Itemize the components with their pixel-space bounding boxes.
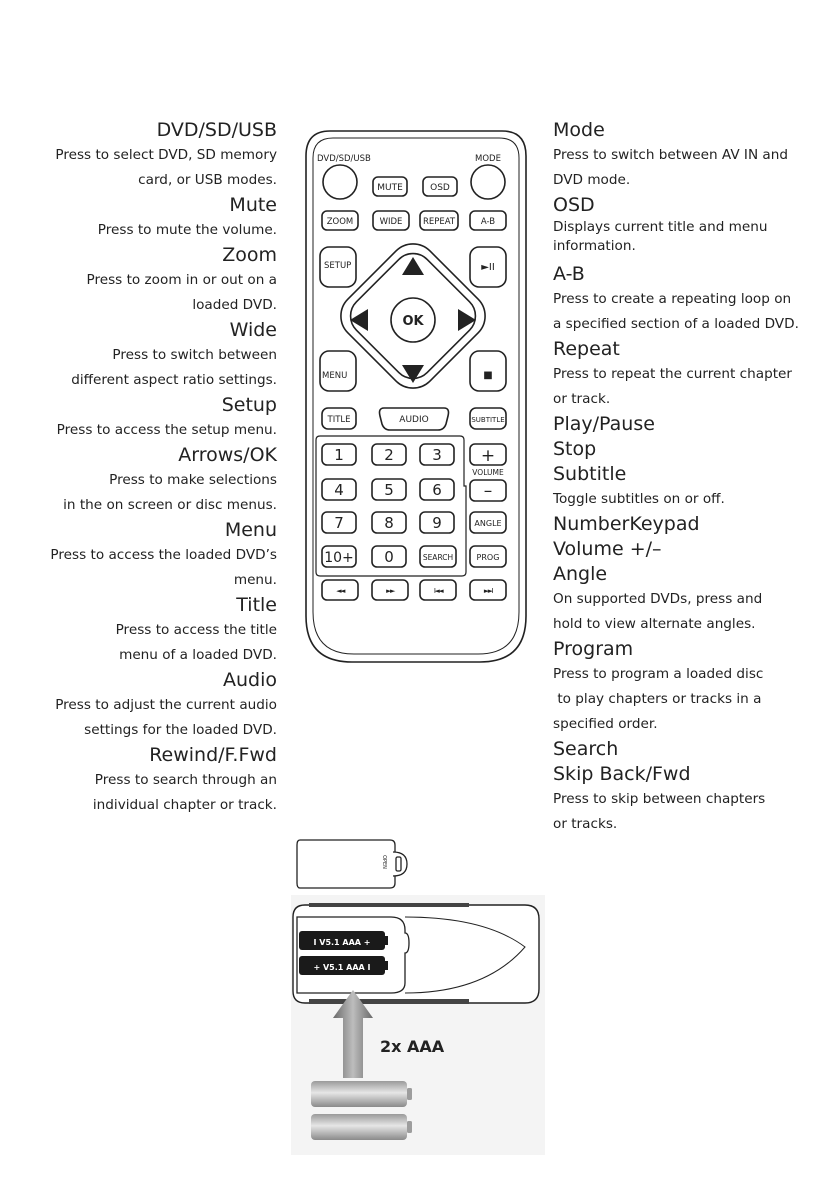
- heading: Subtitle: [553, 463, 627, 485]
- heading: Mode: [553, 119, 605, 141]
- heading: OSD: [553, 194, 595, 216]
- compartment: [297, 917, 409, 993]
- desc-line: Press to access the title: [115, 622, 277, 638]
- heading: Play/Pause: [553, 413, 655, 435]
- remote-control: [300, 126, 532, 666]
- desc-line: to play chapters or tracks in a: [553, 691, 762, 707]
- rewind-icon: ◄◄: [336, 587, 344, 595]
- desc-angle: [553, 562, 823, 637]
- desc-line: different aspect ratio settings.: [71, 372, 277, 388]
- loose-battery-2-tip: [407, 1121, 412, 1133]
- osd-label: OSD: [430, 183, 450, 193]
- battery-illustration: [285, 835, 545, 1155]
- desc-repeat: [553, 337, 823, 412]
- desc-line: Toggle subtitles on or off.: [553, 491, 725, 507]
- desc-setup: [40, 393, 277, 443]
- desc-line: hold to view alternate angles.: [553, 616, 756, 632]
- desc-line: Press to search through an: [94, 772, 277, 788]
- skip-fwd-icon: ►►I: [483, 587, 493, 595]
- play-pause-label: ►II: [481, 262, 495, 273]
- desc-mute: [40, 193, 277, 243]
- battery-cell-1-tip: [385, 936, 388, 945]
- desc-mode: [553, 118, 823, 193]
- desc-stop: [553, 437, 823, 462]
- desc-line: loaded DVD.: [192, 297, 277, 313]
- audio-label: AUDIO: [399, 415, 429, 425]
- ab-label: A-B: [480, 217, 496, 227]
- desc-number-keypad: [553, 512, 823, 537]
- desc-line: card, or USB modes.: [138, 172, 277, 188]
- key-3-label: 3: [432, 446, 442, 464]
- skip-back-icon: I◄◄: [433, 587, 443, 595]
- desc-line: Press to skip between chapters: [553, 791, 766, 807]
- desc-ab: [553, 262, 823, 337]
- desc-line: or tracks.: [553, 816, 618, 832]
- heading: Skip Back/Fwd: [553, 763, 691, 785]
- heading: Repeat: [553, 338, 620, 360]
- desc-arrows-ok: [40, 443, 277, 518]
- desc-volume: [553, 537, 823, 562]
- heading: DVD/SD/USB: [156, 119, 277, 141]
- desc-line: Press to mute the volume.: [97, 222, 277, 238]
- mode-button[interactable]: [471, 165, 505, 199]
- title-label: TITLE: [327, 415, 351, 425]
- key-6-label: 6: [432, 481, 442, 499]
- wide-label: WIDE: [379, 217, 403, 227]
- heading: Angle: [553, 563, 608, 585]
- angle-label: ANGLE: [474, 519, 502, 528]
- heading: Program: [553, 638, 634, 660]
- key-10plus-label: 10+: [324, 550, 354, 566]
- desc-line: specified order.: [553, 716, 658, 732]
- ok-label: OK: [402, 314, 424, 329]
- grip-bottom: [309, 999, 469, 1004]
- key-2-label: 2: [384, 446, 394, 464]
- heading: Mute: [229, 194, 277, 216]
- desc-line: On supported DVDs, press and: [553, 591, 763, 607]
- heading: Menu: [224, 519, 277, 541]
- desc-line: Press to access the loaded DVD’s: [50, 547, 277, 563]
- left-descriptions: [40, 118, 277, 818]
- desc-line: individual chapter or track.: [92, 797, 277, 813]
- stop-label: ■: [483, 370, 493, 381]
- latch-slot: [396, 857, 401, 871]
- key-1-label: 1: [334, 446, 344, 464]
- desc-line: Press to access the setup menu.: [56, 422, 277, 438]
- desc-dvd-sd-usb: [40, 118, 277, 193]
- heading: Rewind/F.Fwd: [149, 744, 277, 766]
- heading: Volume +/–: [553, 538, 662, 560]
- desc-rewind-ffwd: [40, 743, 277, 818]
- desc-line: a specified section of a loaded DVD.: [553, 316, 799, 332]
- repeat-label: REPEAT: [422, 217, 456, 227]
- desc-line: in the on screen or disc menus.: [63, 497, 277, 513]
- key-5-label: 5: [384, 481, 394, 499]
- desc-audio: [40, 668, 277, 743]
- desc-menu: [40, 518, 277, 593]
- menu-label: MENU: [322, 371, 348, 381]
- dvd-sd-usb-button[interactable]: [323, 165, 357, 199]
- key-4-label: 4: [334, 481, 344, 499]
- key-0-label: 0: [384, 548, 394, 566]
- desc-wide: [40, 318, 277, 393]
- desc-line: settings for the loaded DVD.: [84, 722, 277, 738]
- desc-line: Press to zoom in or out on a: [86, 272, 277, 288]
- heading: NumberKeypad: [553, 513, 700, 535]
- desc-subtitle: [553, 462, 823, 512]
- loose-battery-1: [311, 1081, 407, 1107]
- heading: Audio: [222, 669, 277, 691]
- mute-label: MUTE: [377, 183, 403, 193]
- volume-label: VOLUME: [472, 468, 504, 477]
- lid-text: OPEN: [381, 855, 387, 869]
- setup-label: SETUP: [324, 261, 352, 271]
- heading: A-B: [553, 263, 585, 285]
- desc-line: Press to adjust the current audio: [55, 697, 277, 713]
- grip-top: [309, 903, 469, 907]
- heading: Setup: [221, 394, 277, 416]
- heading: Title: [236, 594, 277, 616]
- desc-line: Press to make selections: [109, 472, 277, 488]
- key-9-label: 9: [432, 514, 442, 532]
- heading: Search: [553, 738, 619, 760]
- desc-line: menu.: [233, 572, 277, 588]
- desc-line: Displays current title and menu: [553, 219, 768, 235]
- desc-line: information.: [553, 238, 636, 254]
- desc-line: Press to create a repeating loop on: [553, 291, 792, 307]
- plus-label: +: [480, 446, 496, 466]
- desc-line: Press to switch between: [112, 347, 277, 363]
- key-8-label: 8: [384, 514, 394, 532]
- prog-label: PROG: [476, 553, 500, 562]
- battery-cover: [297, 840, 395, 888]
- minus-label: –: [483, 481, 493, 501]
- desc-line: or track.: [553, 391, 611, 407]
- desc-line: Press to switch between AV IN and: [553, 147, 789, 163]
- heading: Zoom: [222, 244, 277, 266]
- battery-cell-1-text: I V5.1 AAA +: [313, 938, 371, 947]
- key-7-label: 7: [334, 514, 344, 532]
- right-descriptions: [553, 118, 823, 837]
- desc-title: [40, 593, 277, 668]
- battery-cell-2-text: + V5.1 AAA I: [313, 963, 371, 972]
- heading: Arrows/OK: [178, 444, 277, 466]
- dvd-sd-usb-label: DVD/SD/USB: [317, 154, 371, 164]
- desc-line: Press to repeat the current chapter: [553, 366, 793, 382]
- loose-battery-2: [311, 1114, 407, 1140]
- fast-forward-icon: ►►: [386, 587, 394, 595]
- desc-line: menu of a loaded DVD.: [119, 647, 277, 663]
- loose-battery-1-tip: [407, 1088, 412, 1100]
- search-label: SEARCH: [422, 553, 454, 562]
- heading: Wide: [229, 319, 277, 341]
- desc-zoom: [40, 243, 277, 318]
- heading: Stop: [553, 438, 597, 460]
- zoom-label: ZOOM: [326, 217, 354, 227]
- battery-label: 2x AAA: [380, 1037, 445, 1056]
- subtitle-label: SUBTITLE: [471, 416, 505, 424]
- desc-skip: [553, 762, 823, 837]
- mode-label: MODE: [475, 154, 501, 164]
- desc-osd: [553, 193, 823, 256]
- desc-line: DVD mode.: [553, 172, 631, 188]
- battery-cell-2-tip: [385, 961, 388, 970]
- desc-line: Press to select DVD, SD memory: [55, 147, 277, 163]
- desc-program: [553, 637, 823, 737]
- desc-line: Press to program a loaded disc: [553, 666, 764, 682]
- desc-play-pause: [553, 412, 823, 437]
- desc-search: [553, 737, 823, 762]
